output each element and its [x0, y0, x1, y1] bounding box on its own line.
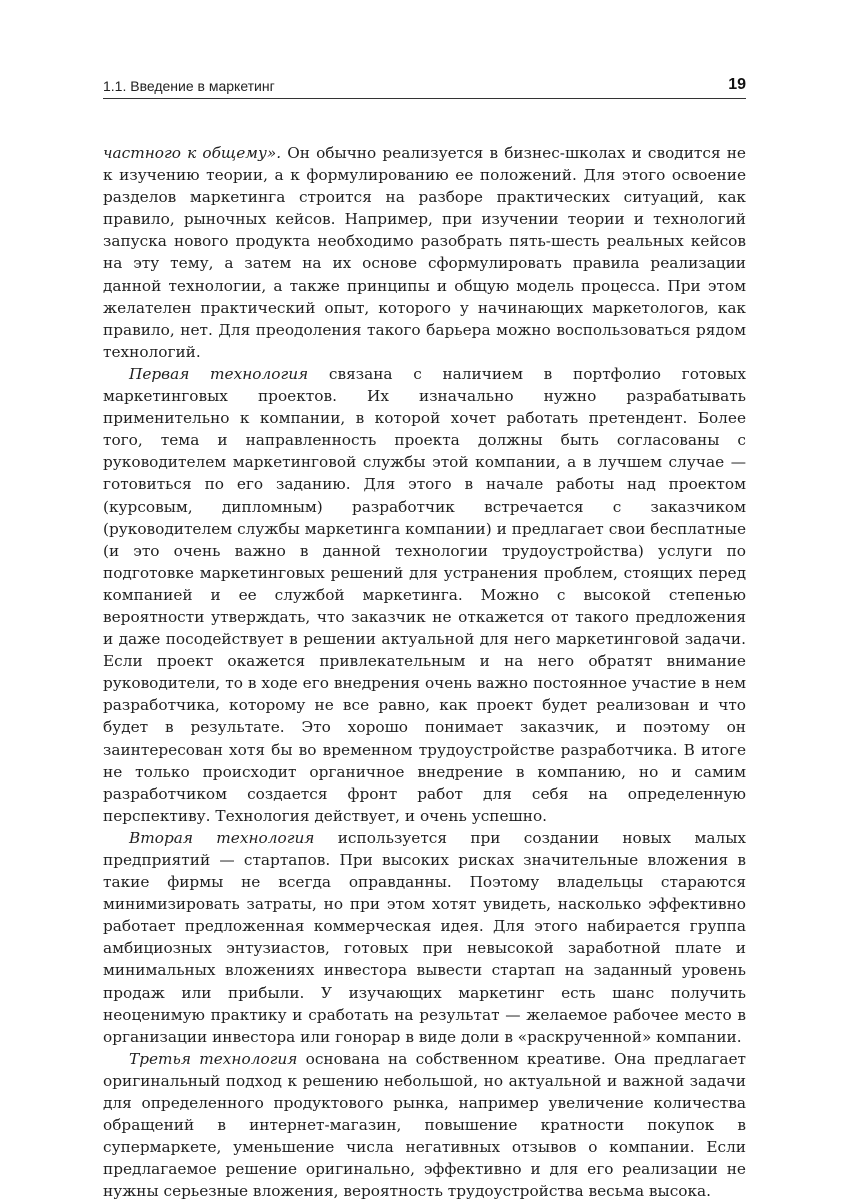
paragraph-text: основана на собственном креативе. Она предлагает оригинальный подход к решению небольшой, но актуальной и важной задачи для определенного продуктового рынка, например увеличение количества обращений в интернет-магазин, повышение кратности покупок в супермаркете, уменьшение числа негативных отзывов о компании. Если предлагаемое решение оригинально, эффективно и для его реализации не нужны серьезные вложения, вероятность трудоустройства весьма высока. [103, 1049, 746, 1201]
paragraph-lead: частного к общему». [103, 144, 282, 162]
page-number: 19 [728, 76, 746, 93]
paragraph [103, 363, 746, 827]
paragraph [103, 142, 746, 363]
section-title: 1.1. Введение в маркетинг [103, 78, 275, 94]
paragraph-lead: Третья технология [129, 1049, 298, 1068]
paragraph-lead: Вторая технология [129, 828, 315, 847]
running-header [103, 76, 746, 99]
paragraph-text: связана с наличием в портфолио готовых маркетинговых проектов. Их изначально нужно разрабатывать применительно к компании, в которой хочет работать претендент. Более того, тема и направленность проекта должны быть согласованы с руководителем маркетинговой службы этой компании, а в лучшем случае — готовиться по его заданию. Для этого в начале работы над проектом (курсовым, дипломным) разработчик встречается с заказчиком (руководителем службы маркетинга компании) и предлагает свои бесплатные (и это очень важно в данной технологии трудоустройства) услуги по подготовке маркетинговых решений для устранения проблем, стоящих перед компанией и ее службой маркетинга. Можно с высокой степенью вероятности утверждать, что заказчик не откажется от такого предложения и даже посодействует в решении актуальной для него маркетинговой задачи. Если проект окажется привлекательным и на него обратят внимание руководители, то в ходе его внедрения очень важно постоянное участие в нем разработчика, которому не все равно, как проект будет реализован и что будет в результате. Это хорошо понимает заказчик, и поэтому он заинтересован хотя бы во временном трудоустройстве разработчика. В итоге не только происходит органичное внедрение в компанию, но и самим разработчиком создается фронт работ для себя на определенную перспективу. Технология действует, и очень успешно. [103, 364, 746, 825]
paragraph-lead: Первая технология [129, 364, 309, 383]
paragraph-text: используется при создании новых малых предприятий — стартапов. При высоких рисках значительные вложения в такие фирмы не всегда оправданны. Поэтому владельцы стараются минимизировать затраты, но при этом хотят увидеть, насколько эффективно работает предложенная коммерческая идея. Для этого набирается группа амбициозных энтузиастов, готовых при невысокой заработной плате и минимальных вложениях инвестора вывести стартап на заданный уровень продаж или прибыли. У изучающих маркетинг есть шанс получить неоценимую практику и сработать на результат — желаемое рабочее место в организации инвестора или гонорар в виде доли в «раскрученной» компании. [103, 828, 746, 1046]
body-text [103, 142, 746, 1203]
paragraph [103, 1048, 746, 1203]
paragraph-text: Он обычно реализуется в бизнес-школах и сводится не к изучению теории, а к формулированию ее положений. Для этого освоение разделов маркетинга строится на разборе практических ситуаций, как правило, рыночных кейсов. Например, при изучении теории и технологий запуска нового продукта необходимо разобрать пять-шесть реальных кейсов на эту тему, а затем на их основе сформулировать правила реализации данной технологии, а также принципы и общую модель процесса. При этом желателен практический опыт, которого у начинающих маркетологов, как правило, нет. Для преодоления такого барьера можно воспользоваться рядом технологий. [103, 144, 746, 361]
paragraph [103, 827, 746, 1048]
